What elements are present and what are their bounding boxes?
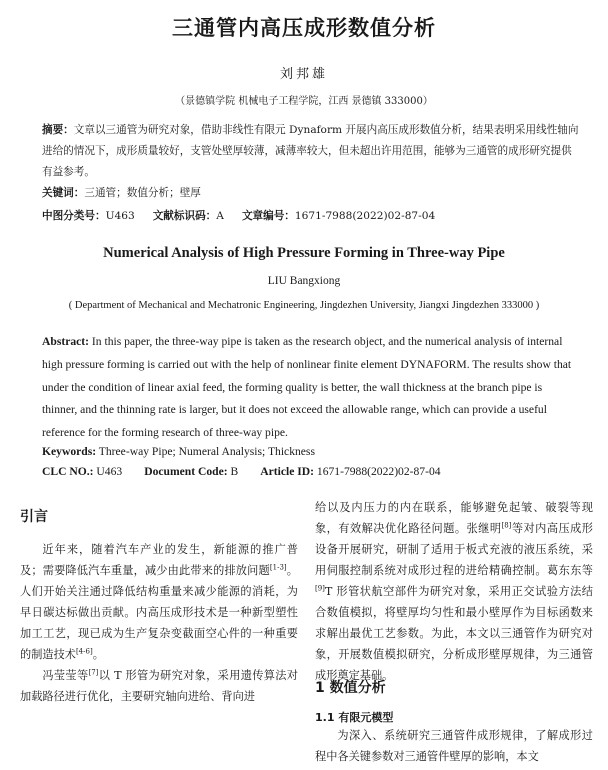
doc-code-label-en: Document Code: xyxy=(144,465,228,478)
keywords-label-cn: 关键词： xyxy=(42,187,85,199)
abstract-label-cn: 摘要： xyxy=(42,124,74,136)
intro-paragraph-1: 近年来，随着汽车产业的发生，新能源的推广普及；需要降低汽车重量，减少由此带来的排放问题[1-3]。人们开始关注通过降低结构重量来减少能源的消耗，为早日碳达标做出贡献。内高压成形技术是一种新型塑性加工工艺，现已成为生产复杂变截面空心件的一种重要的制造技术[4-6]。 xyxy=(20,543,298,661)
affiliation-cn: （景德镇学院 机械电子工程学院，江西 景德镇 333000） xyxy=(175,96,433,107)
citation-ref: [4-6] xyxy=(75,647,93,656)
doc-code-value-cn: A xyxy=(216,210,224,222)
affiliation-en: ( Department of Mechanical and Mechatronic Engineering, Jingdezhen University, Jiangxi Jingdezhen 333000 ) xyxy=(68,300,540,311)
section-1-1-paragraph: 为深入、系统研究三通管件成形规律，了解成形过程中各关键参数对三通管件壁厚的影响，本文 xyxy=(315,729,593,763)
citation-ref: [8] xyxy=(501,521,512,530)
abstract-label-en: Abstract: xyxy=(42,335,90,348)
keywords-text-en: Three-way Pipe; Numeral Analysis; Thickness xyxy=(96,445,315,458)
clc-label-cn: 中图分类号： xyxy=(42,210,106,222)
clc-label-en: CLC NO.: xyxy=(42,465,94,478)
citation-ref: [1-3] xyxy=(269,563,287,572)
doc-code-value-en: B xyxy=(227,465,239,478)
author-name-cn: 刘邦雄 xyxy=(279,67,328,82)
abstract-en xyxy=(42,331,572,445)
intro-paragraph-2: 冯莹莹等[7]以 T 形管为研究对象，采用遗传算法对加载路径进行优化，主要研究轴向进给、背向进 xyxy=(20,668,298,703)
doc-code-label-cn: 文献标识码： xyxy=(152,210,217,222)
author-name-en: LIU Bangxiong xyxy=(267,275,341,287)
paper-title-cn: 三通管内高压成形数值分析 xyxy=(172,16,436,40)
classification-line-en xyxy=(42,461,572,484)
classification-line-cn xyxy=(42,206,582,227)
abstract-text-cn: 文章以三通管为研究对象，借助非线性有限元 Dynaform 开展内高压成形数值分析，结果表明采用线性轴向进给的情况下，成形质量较好，支管处壁厚较薄，减薄率较大，但未超出许用范围，能够为三通管的成形研究提供有益参考。 xyxy=(42,124,579,178)
clc-value-cn: U463 xyxy=(105,210,135,222)
section-1-1-body xyxy=(315,725,593,767)
citation-ref: [9] xyxy=(315,584,325,593)
keywords-label-en: Keywords: xyxy=(42,445,97,458)
abstract-text-en: In this paper, the three-way pipe is taken as the research object, and the numerical analysis of internal high pressure forming is carried out with the help of nonlinear finite element DYNAFORM. The results show that under the condition of linear axial feed, the forming quality is better, the wall thickness at the branch pipe is thinner, and the thinning rate is larger, but it does not exceed the allowable range, which can provide a useful reference for the forming research of three-way pipe. xyxy=(42,335,572,440)
section-1-heading: 1 数值分析 xyxy=(315,680,386,696)
section-1-1-heading: 1.1 有限元模型 xyxy=(315,711,394,724)
keywords-text-cn: 三通管；数值分析；壁厚 xyxy=(84,187,201,199)
keywords-cn xyxy=(42,183,582,204)
abstract-cn xyxy=(42,120,582,183)
clc-value-en: U463 xyxy=(93,465,123,478)
article-id-value-cn: 1671-7988(2022)02-87-04 xyxy=(294,210,436,222)
paper-title-en: Numerical Analysis of High Pressure Forming in Three-way Pipe xyxy=(103,245,505,261)
intro-paragraph-2-continued: 给以及内压力的内在联系，能够避免起皱、破裂等现象，有效解决优化路径问题。张继明[8]等对内高压成形设备开展研究，研制了适用于板式充液的液压系统，采用伺服控制系统对成形过程的进给精确控制。葛东东等[9]T 形管状航空部件为研究对象，采用正交试验方法结合数值模拟，将壁厚均匀性和最小壁厚作为目标函数来求解出最优工艺参数。为此，本文以三通管作为研究对象，开展数值模拟研究，分析成形壁厚规律，为三通管成形奠定基础。 xyxy=(315,501,593,682)
body-column-right xyxy=(315,497,593,686)
article-id-value-en: 1671-7988(2022)02-87-04 xyxy=(314,465,441,478)
article-id-label-cn: 文章编号： xyxy=(241,210,295,222)
article-id-label-en: Article ID: xyxy=(260,465,315,478)
intro-heading: 引言 xyxy=(20,509,48,525)
body-column-left xyxy=(20,539,298,707)
citation-ref: [7] xyxy=(88,668,99,677)
